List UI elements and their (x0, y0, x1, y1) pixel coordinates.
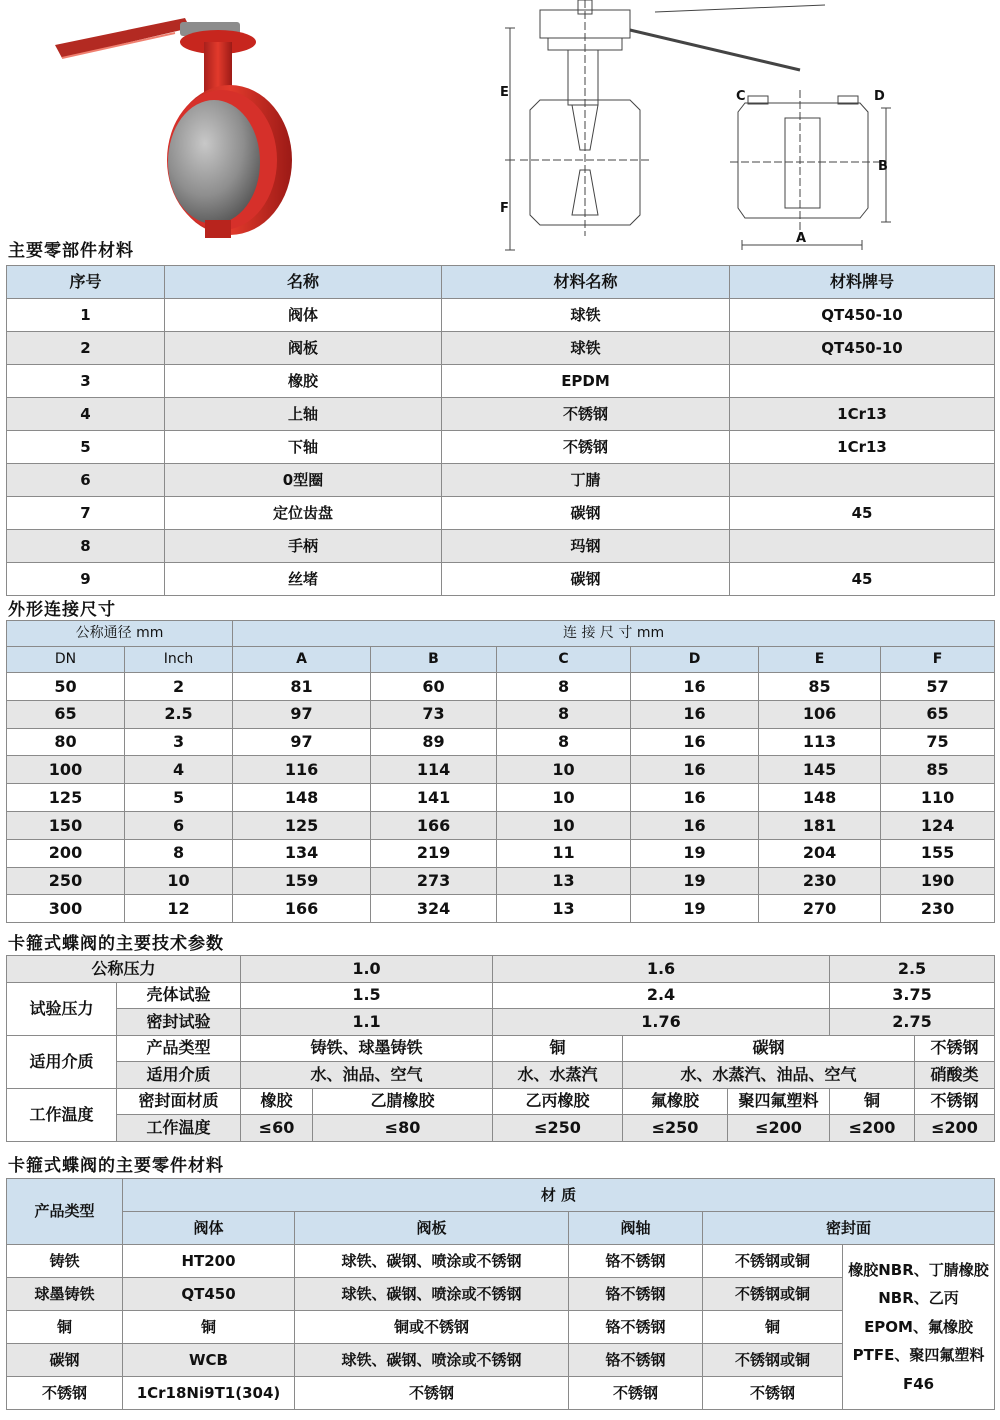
label-medium-group: 适用介质 (7, 1035, 117, 1088)
temp-2: ≤80 (313, 1115, 493, 1142)
table-cell: 铬不锈钢 (569, 1245, 703, 1278)
table-cell: 230 (881, 895, 995, 923)
shell-2: 2.4 (493, 982, 830, 1009)
table-cell: 100 (7, 756, 125, 784)
table-cell: QT450-10 (730, 299, 995, 332)
table-cell (730, 464, 995, 497)
group-nominal: 公称通径 mm (7, 621, 233, 647)
table-cell: 85 (759, 673, 881, 701)
table-cell: 113 (759, 728, 881, 756)
seal-mat-2: 乙腈橡胶 (313, 1088, 493, 1115)
table-cell: 不锈钢或铜 (703, 1245, 843, 1278)
header-col-4: C (497, 647, 631, 673)
table-cell: 150 (7, 811, 125, 839)
table-cell: 19 (631, 867, 759, 895)
table-row (7, 1245, 995, 1278)
table-cell: 10 (497, 784, 631, 812)
table-cell: 4 (125, 756, 233, 784)
table-cell: 不锈钢 (703, 1377, 843, 1410)
table-cell: 丝堵 (165, 563, 442, 596)
main-parts-table (6, 1178, 995, 1410)
table-cell: 不锈钢 (442, 398, 730, 431)
table-cell: 124 (881, 811, 995, 839)
header-col-7: F (881, 647, 995, 673)
product-illustrations (0, 0, 1000, 246)
table-cell: 11 (497, 839, 631, 867)
table-cell: 16 (631, 673, 759, 701)
table-cell: 不锈钢或铜 (703, 1278, 843, 1311)
header-plate: 阀板 (295, 1212, 569, 1245)
table-cell: 6 (7, 464, 165, 497)
label-C: C (736, 89, 746, 104)
table-cell: 273 (371, 867, 497, 895)
table-cell: 200 (7, 839, 125, 867)
table-cell: 89 (371, 728, 497, 756)
table-cell: 85 (881, 756, 995, 784)
table-cell: 6 (125, 811, 233, 839)
label-product-type: 产品类型 (117, 1035, 241, 1062)
table-cell: 73 (371, 700, 497, 728)
label-medium: 适用介质 (117, 1062, 241, 1089)
table-row (7, 464, 995, 497)
table-cell: 2 (7, 332, 165, 365)
group-connection: 连 接 尺 寸 mm (233, 621, 995, 647)
table-cell: 141 (371, 784, 497, 812)
table-cell: 10 (497, 756, 631, 784)
table-cell: 8 (497, 673, 631, 701)
table-cell: 1Cr13 (730, 431, 995, 464)
header-col-3: B (371, 647, 497, 673)
table-cell: 球墨铸铁 (7, 1278, 123, 1311)
table-cell: 57 (881, 673, 995, 701)
table-cell: QT450 (123, 1278, 295, 1311)
table-cell: 不锈钢 (569, 1377, 703, 1410)
table-cell: 玛钢 (442, 530, 730, 563)
label-product-type: 产品类型 (7, 1179, 123, 1245)
table-cell: 铬不锈钢 (569, 1344, 703, 1377)
table-cell: 球铁、碳钢、喷涂或不锈钢 (295, 1344, 569, 1377)
product-3: 碳钢 (623, 1035, 915, 1062)
table-cell: 铬不锈钢 (569, 1311, 703, 1344)
table-cell: 300 (7, 895, 125, 923)
seal-note: 橡胶NBR、丁腈橡胶NBR、乙丙EPOM、氟橡胶PTFE、聚四氟塑料F46 (843, 1245, 995, 1410)
table-row (7, 839, 995, 867)
header-body: 阀体 (123, 1212, 295, 1245)
table-cell: 10 (497, 811, 631, 839)
table-cell (730, 365, 995, 398)
table-cell: 铸铁 (7, 1245, 123, 1278)
table-cell: 1 (7, 299, 165, 332)
table-cell: 5 (7, 431, 165, 464)
table-cell: 4 (7, 398, 165, 431)
table-cell: 97 (233, 700, 371, 728)
table-cell: 13 (497, 895, 631, 923)
table-cell: 铜 (7, 1311, 123, 1344)
table-cell: HT200 (123, 1245, 295, 1278)
tech-params-table (6, 955, 995, 1142)
table-row (7, 811, 995, 839)
temp-3: ≤250 (493, 1115, 623, 1142)
valve-drawings (0, 0, 1000, 246)
seal-mat-4: 氟橡胶 (623, 1088, 728, 1115)
table-row (7, 332, 995, 365)
table-cell: 155 (881, 839, 995, 867)
table-cell: 16 (631, 700, 759, 728)
label-test-pressure: 试验压力 (7, 982, 117, 1035)
table-cell: 阀体 (165, 299, 442, 332)
table-cell: 下轴 (165, 431, 442, 464)
seal-mat-5: 聚四氟塑料 (728, 1088, 830, 1115)
table-cell: 3 (7, 365, 165, 398)
table-cell: 2.5 (125, 700, 233, 728)
medium-4: 硝酸类 (915, 1062, 995, 1089)
table-cell: 球铁 (442, 299, 730, 332)
table-cell: 铜 (703, 1311, 843, 1344)
temp-5: ≤200 (728, 1115, 830, 1142)
table-row (7, 497, 995, 530)
table-cell: 8 (7, 530, 165, 563)
label-D: D (874, 89, 885, 104)
table-cell: 65 (881, 700, 995, 728)
table-cell: 0型圈 (165, 464, 442, 497)
label-seal-material: 密封面材质 (117, 1088, 241, 1115)
seal-mat-6: 铜 (830, 1088, 915, 1115)
table-cell: 159 (233, 867, 371, 895)
table-row (7, 867, 995, 895)
table-cell: 230 (759, 867, 881, 895)
temp-4: ≤250 (623, 1115, 728, 1142)
table-cell: 65 (7, 700, 125, 728)
table-row (7, 530, 995, 563)
table-cell: 166 (233, 895, 371, 923)
table-cell: 270 (759, 895, 881, 923)
shell-1: 1.5 (241, 982, 493, 1009)
header-col-0: 序号 (7, 266, 165, 299)
table-row (7, 299, 995, 332)
product-4: 不锈钢 (915, 1035, 995, 1062)
table-row (7, 673, 995, 701)
temp-7: ≤200 (915, 1115, 995, 1142)
label-seal-test: 密封试验 (117, 1009, 241, 1036)
table-row (7, 895, 995, 923)
table-cell: 7 (7, 497, 165, 530)
table-cell: 190 (881, 867, 995, 895)
table-cell: 1Cr13 (730, 398, 995, 431)
header-shaft: 阀轴 (569, 1212, 703, 1245)
table-cell: 铜或不锈钢 (295, 1311, 569, 1344)
table-cell: 球铁 (442, 332, 730, 365)
temp-1: ≤60 (241, 1115, 313, 1142)
table-cell: 148 (759, 784, 881, 812)
seal-3: 2.75 (830, 1009, 995, 1036)
table-cell: 50 (7, 673, 125, 701)
table-cell: 16 (631, 784, 759, 812)
valve-photo (55, 18, 292, 238)
table-cell: 148 (233, 784, 371, 812)
table-cell: 球铁、碳钢、喷涂或不锈钢 (295, 1278, 569, 1311)
product-1: 铸铁、球墨铸铁 (241, 1035, 493, 1062)
pressure-1: 1.0 (241, 956, 493, 983)
table-row (7, 728, 995, 756)
table-cell: 不锈钢 (7, 1377, 123, 1410)
medium-2: 水、水蒸汽 (493, 1062, 623, 1089)
label-A: A (796, 231, 807, 246)
table-cell: 1Cr18Ni9T1(304) (123, 1377, 295, 1410)
table-cell: 181 (759, 811, 881, 839)
table-cell (730, 530, 995, 563)
header-col-1: Inch (125, 647, 233, 673)
table-cell: 8 (497, 700, 631, 728)
table-cell: 106 (759, 700, 881, 728)
seal-mat-7: 不锈钢 (915, 1088, 995, 1115)
table-cell: EPDM (442, 365, 730, 398)
table-cell: 8 (125, 839, 233, 867)
label-B: B (878, 159, 888, 174)
table-row (7, 398, 995, 431)
heading-materials: 主要零部件材料 (8, 241, 134, 261)
table-cell: 81 (233, 673, 371, 701)
table-cell: 手柄 (165, 530, 442, 563)
table-cell: 2 (125, 673, 233, 701)
table-cell: 9 (7, 563, 165, 596)
label-nominal-pressure: 公称压力 (7, 956, 241, 983)
table-row (7, 700, 995, 728)
table-cell: 324 (371, 895, 497, 923)
table-cell: 不锈钢 (295, 1377, 569, 1410)
label-shell-test: 壳体试验 (117, 982, 241, 1009)
table-cell: 12 (125, 895, 233, 923)
label-material: 材 质 (123, 1179, 995, 1212)
heading-tech: 卡箍式蝶阀的主要技术参数 (8, 934, 224, 954)
medium-3: 水、水蒸汽、油品、空气 (623, 1062, 915, 1089)
table-row (7, 756, 995, 784)
table-cell: 13 (497, 867, 631, 895)
seal-2: 1.76 (493, 1009, 830, 1036)
table-cell: 16 (631, 811, 759, 839)
table-cell: 219 (371, 839, 497, 867)
shell-3: 3.75 (830, 982, 995, 1009)
table-cell: 10 (125, 867, 233, 895)
side-view-drawing (505, 0, 825, 250)
table-cell: QT450-10 (730, 332, 995, 365)
table-cell: 110 (881, 784, 995, 812)
table-cell: 碳钢 (442, 563, 730, 596)
table-cell: 上轴 (165, 398, 442, 431)
table-cell: 125 (7, 784, 125, 812)
table-row (7, 431, 995, 464)
header-col-5: D (631, 647, 759, 673)
header-seal: 密封面 (703, 1212, 995, 1245)
label-work-temp: 工作温度 (117, 1115, 241, 1142)
table-cell: 定位齿盘 (165, 497, 442, 530)
table-cell: 19 (631, 895, 759, 923)
header-col-1: 名称 (165, 266, 442, 299)
table-cell: 碳钢 (7, 1344, 123, 1377)
product-2: 铜 (493, 1035, 623, 1062)
table-cell: 75 (881, 728, 995, 756)
table-cell: 3 (125, 728, 233, 756)
table-cell: 球铁、碳钢、喷涂或不锈钢 (295, 1245, 569, 1278)
table-row (7, 365, 995, 398)
table-cell: 8 (497, 728, 631, 756)
parts-table (6, 265, 995, 596)
seal-mat-1: 橡胶 (241, 1088, 313, 1115)
table-cell: 114 (371, 756, 497, 784)
table-cell: 60 (371, 673, 497, 701)
table-cell: 丁腈 (442, 464, 730, 497)
table-cell: 134 (233, 839, 371, 867)
table-cell: 116 (233, 756, 371, 784)
table-cell: 铜 (123, 1311, 295, 1344)
table-row (7, 563, 995, 596)
dimensions-table (6, 620, 995, 923)
table-cell: 204 (759, 839, 881, 867)
table-cell: 166 (371, 811, 497, 839)
table-row (7, 784, 995, 812)
seal-mat-3: 乙丙橡胶 (493, 1088, 623, 1115)
header-col-2: 材料名称 (442, 266, 730, 299)
table-cell: 16 (631, 756, 759, 784)
temp-6: ≤200 (830, 1115, 915, 1142)
table-cell: 碳钢 (442, 497, 730, 530)
table-cell: 阀板 (165, 332, 442, 365)
medium-1: 水、油品、空气 (241, 1062, 493, 1089)
seal-1: 1.1 (241, 1009, 493, 1036)
label-F: F (500, 201, 509, 216)
heading-main-materials: 卡箍式蝶阀的主要零件材料 (8, 1156, 224, 1176)
table-cell: 45 (730, 563, 995, 596)
table-cell: 不锈钢 (442, 431, 730, 464)
table-cell: 125 (233, 811, 371, 839)
front-view-drawing (730, 90, 891, 250)
table-cell: 97 (233, 728, 371, 756)
table-cell: 铬不锈钢 (569, 1278, 703, 1311)
table-cell: 45 (730, 497, 995, 530)
table-cell: WCB (123, 1344, 295, 1377)
header-col-6: E (759, 647, 881, 673)
table-cell: 145 (759, 756, 881, 784)
table-cell: 250 (7, 867, 125, 895)
table-cell: 不锈钢或铜 (703, 1344, 843, 1377)
table-cell: 5 (125, 784, 233, 812)
table-cell: 80 (7, 728, 125, 756)
label-temp-group: 工作温度 (7, 1088, 117, 1141)
heading-dimensions: 外形连接尺寸 (8, 600, 116, 620)
header-col-3: 材料牌号 (730, 266, 995, 299)
table-cell: 16 (631, 728, 759, 756)
header-col-0: DN (7, 647, 125, 673)
table-cell: 橡胶 (165, 365, 442, 398)
pressure-2: 1.6 (493, 956, 830, 983)
label-E: E (500, 85, 509, 100)
table-cell: 19 (631, 839, 759, 867)
pressure-3: 2.5 (830, 956, 995, 983)
header-col-2: A (233, 647, 371, 673)
